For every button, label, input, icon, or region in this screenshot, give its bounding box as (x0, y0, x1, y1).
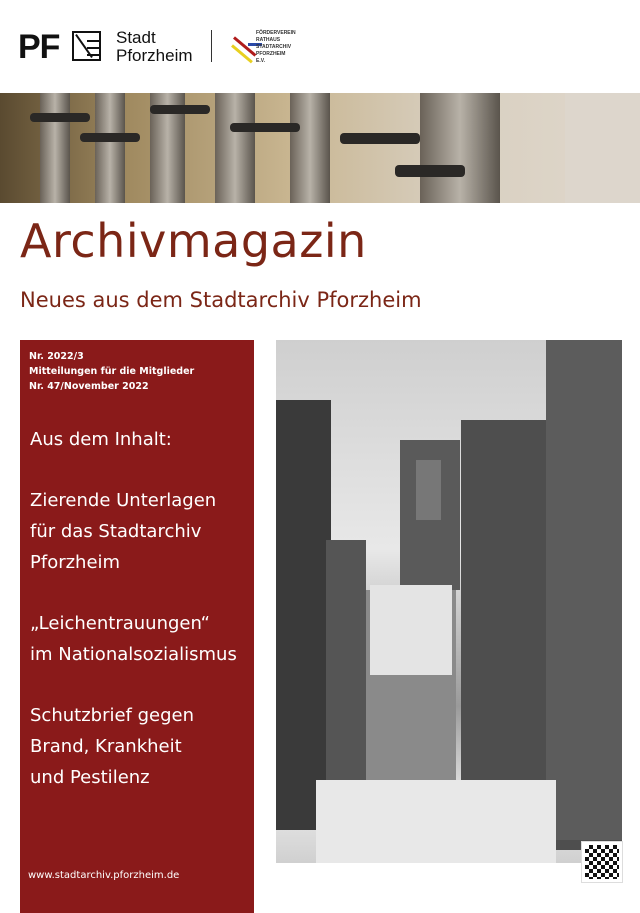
issue-audience: Mitteilungen für die Mitglieder (29, 366, 195, 377)
contents-item (30, 608, 237, 670)
line: Schutzbrief gegen (30, 705, 195, 726)
qr-code[interactable] (582, 842, 622, 882)
foerderverein-logo: FÖRDERVEREIN RATHAUS STADTARCHIV PFORZHEIM E.V. (232, 30, 292, 64)
line: Zierende Unterlagen (30, 490, 217, 511)
line: für das Stadtarchiv (30, 521, 202, 542)
city-line1: Stadt (116, 28, 156, 47)
line: und Pestilenz (30, 767, 150, 788)
archive-shelves-banner (0, 93, 640, 203)
contents-heading: Aus dem Inhalt: (30, 429, 172, 450)
logo-pf: PF (18, 28, 60, 66)
logo-divider (211, 30, 212, 62)
website-link[interactable]: www.stadtarchiv.pforzheim.de (28, 870, 180, 881)
city-line2: Pforzheim (116, 46, 193, 65)
line: Brand, Krankheit (30, 736, 182, 757)
magazine-title: Archivmagazin (20, 214, 367, 268)
issue-edition: Nr. 47/November 2022 (29, 381, 149, 392)
line: im Nationalsozialismus (30, 644, 237, 665)
issue-info (29, 349, 194, 394)
contents-item (30, 485, 237, 578)
magazine-subtitle: Neues aus dem Stadtarchiv Pforzheim (20, 288, 422, 312)
logo-emblem-icon (72, 31, 101, 61)
contents-panel (20, 340, 254, 913)
line: „Leichentrauungen“ (30, 613, 210, 634)
contents-list (30, 424, 237, 823)
city-name (116, 29, 193, 65)
contents-item (30, 700, 237, 793)
historic-street-photo (276, 340, 622, 863)
line: Pforzheim (30, 552, 121, 573)
issue-number: Nr. 2022/3 (29, 351, 84, 362)
